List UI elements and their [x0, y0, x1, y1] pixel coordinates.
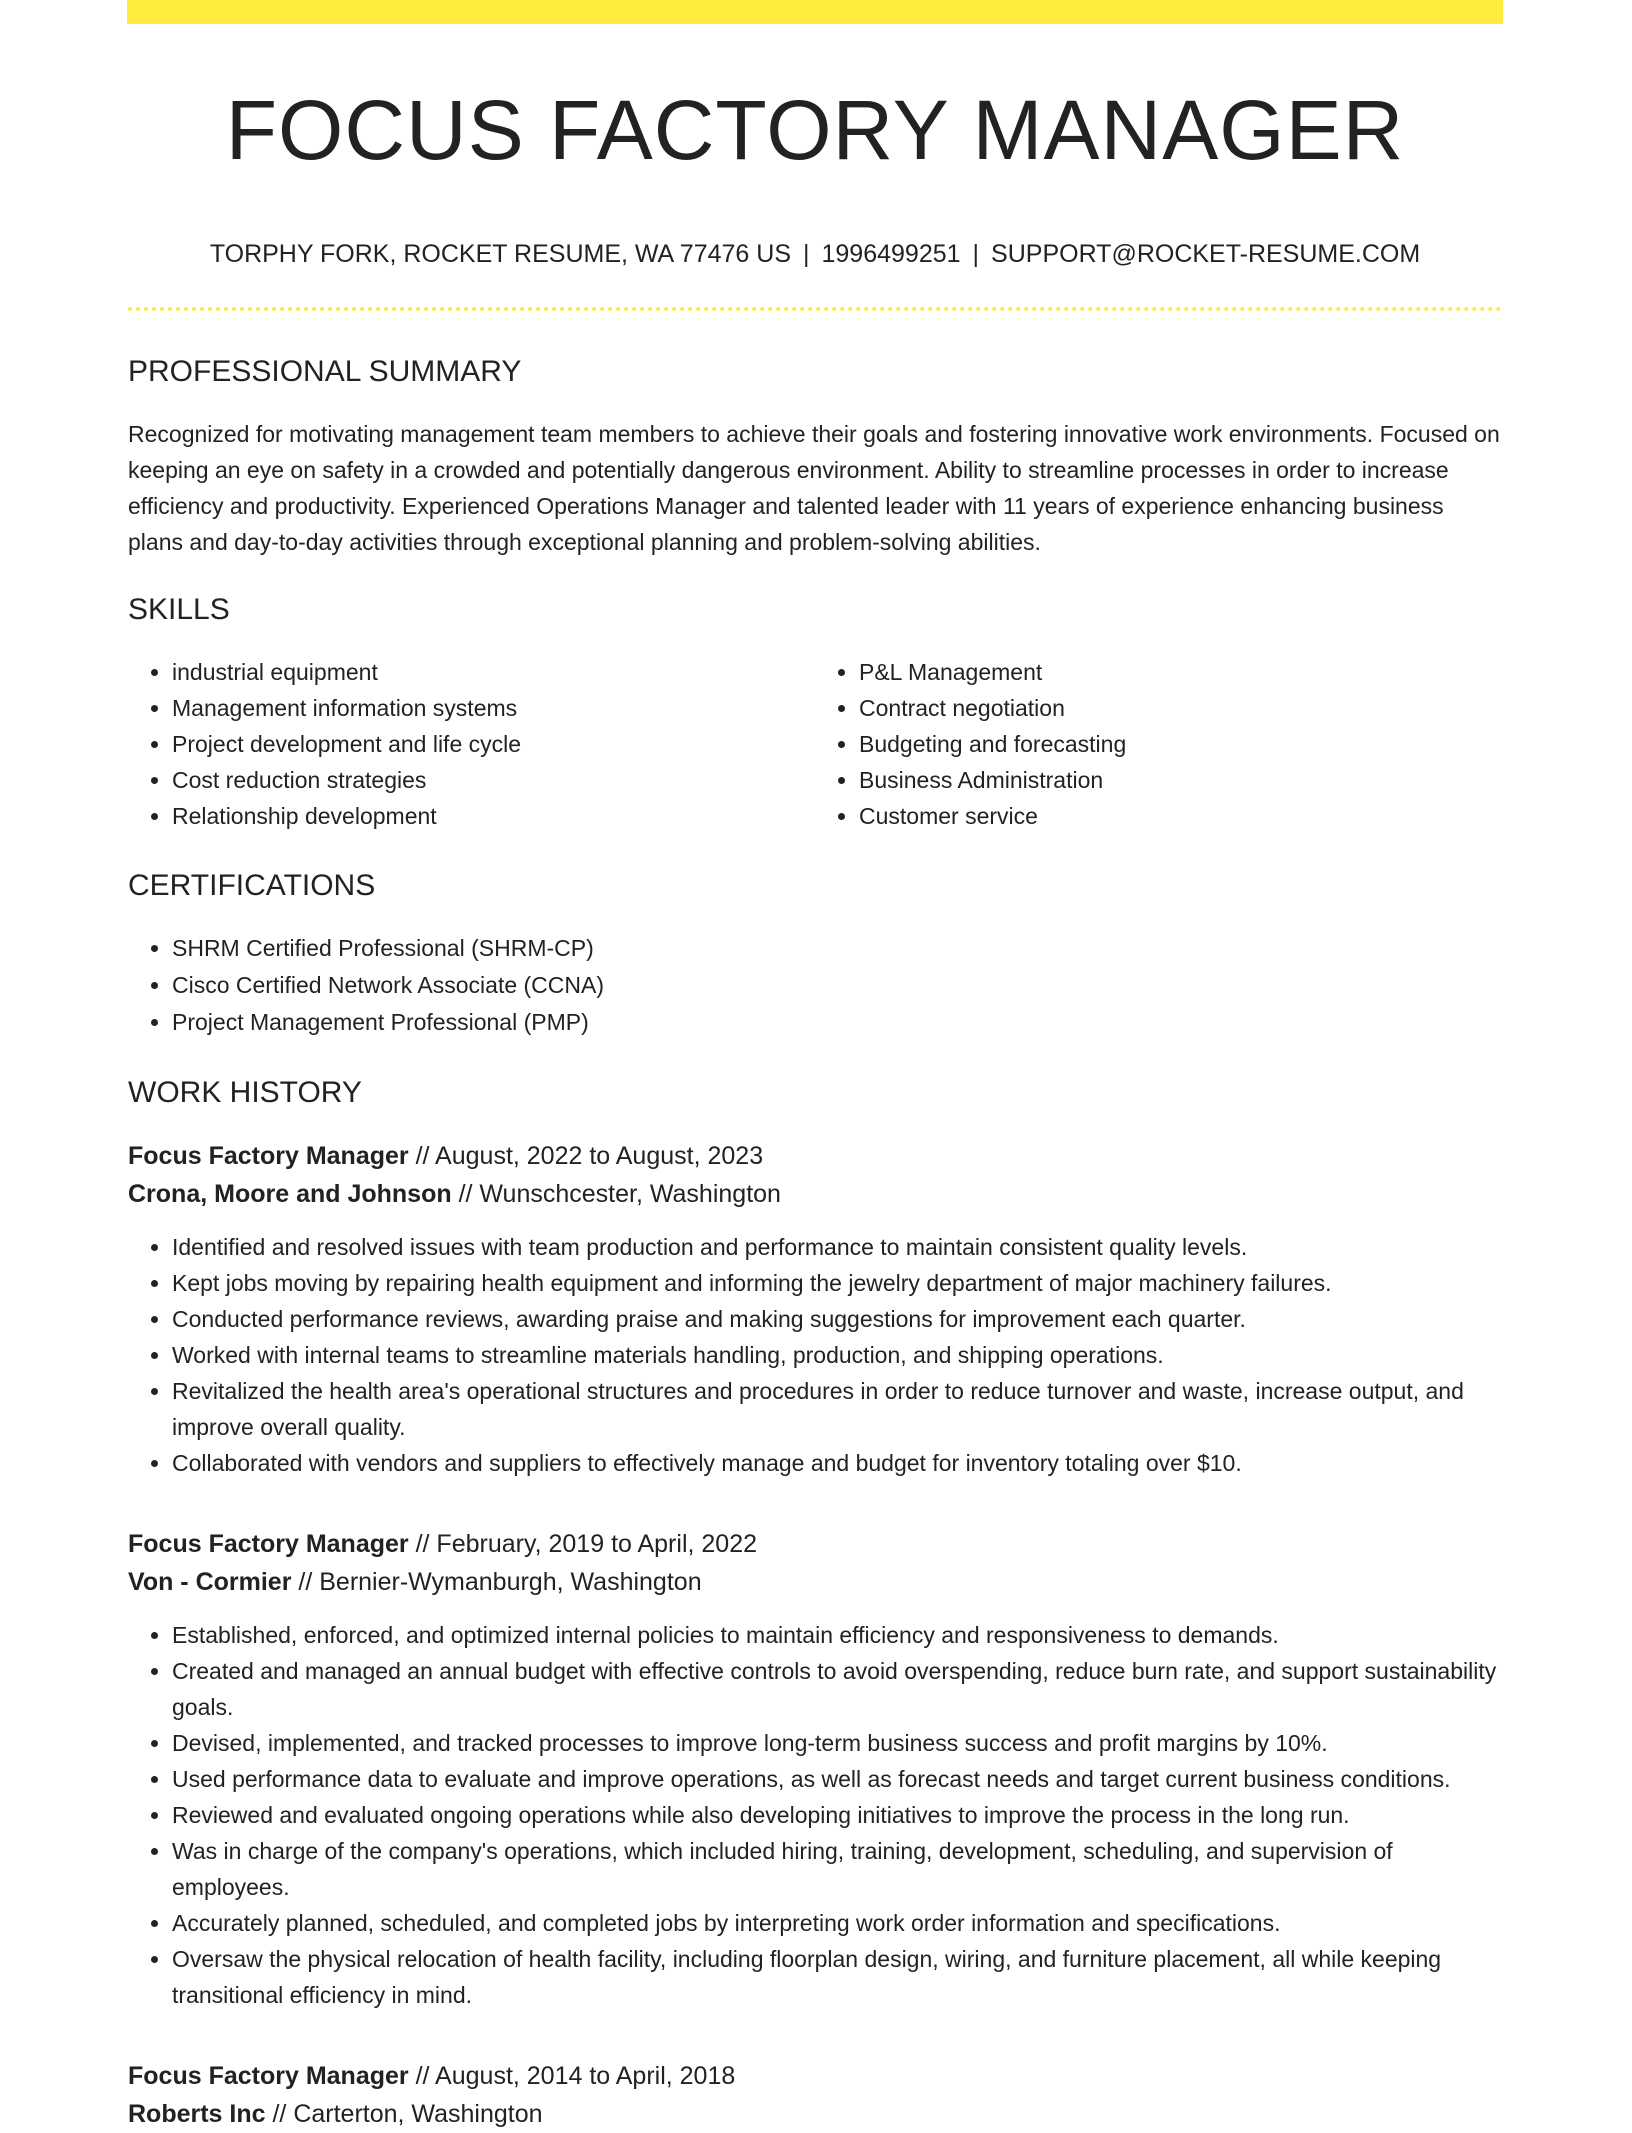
certification-item: • Project Management Professional (PMP) — [172, 1004, 1502, 1041]
certification-item: • SHRM Certified Professional (SHRM-CP) — [172, 930, 1502, 967]
skill-item: • Project development and life cycle — [172, 726, 815, 762]
work-history-heading: WORK HISTORY — [128, 1076, 362, 1109]
contact-separator: | — [803, 240, 810, 268]
certification-item: • Cisco Certified Network Associate (CCNA) — [172, 967, 1502, 1004]
job-bullet: • Created and managed an annual budget with effective controls to avoid overspending, reduce burn rate, and support sustainability goals. — [172, 1653, 1502, 1725]
job-location: // Wunschcester, Washington — [458, 1180, 781, 1208]
job-dates: // August, 2014 to April, 2018 — [415, 2062, 736, 2090]
skill-item: • Cost reduction strategies — [172, 762, 815, 798]
job-dates: // February, 2019 to April, 2022 — [415, 1530, 757, 1558]
skill-item: • Business Administration — [859, 762, 1502, 798]
certifications-list — [128, 930, 1502, 1041]
contact-separator: | — [972, 240, 980, 268]
skill-item: • Budgeting and forecasting — [859, 726, 1502, 762]
job-bullet: • Devised, implemented, and tracked processes to improve long-term business success and profit margins by 10%. — [172, 1725, 1502, 1761]
job-title: Focus Factory Manager — [128, 2062, 409, 2090]
job-entry — [128, 1525, 1502, 2013]
job-title-line — [128, 2057, 1502, 2095]
skill-item: • P&L Management — [859, 654, 1502, 690]
job-location: // Carterton, Washington — [272, 2100, 543, 2128]
skill-item: • Relationship development — [172, 798, 815, 834]
job-company-line — [128, 1175, 1502, 1213]
job-dates: // August, 2022 to August, 2023 — [415, 1142, 764, 1170]
job-title: Focus Factory Manager — [128, 1530, 409, 1558]
summary-text: Recognized for motivating management team members to achieve their goals and fostering innovative work environments. Focused on keeping an eye on safety in a crowded and potentially dangerous environment. Ability to streamline processes in order to increase efficiency and productivity. Experienced Operations Manager and talented leader with 11 years of experience enhancing business plans and day-to-day activities through exceptional planning and problem-solving abilities. — [128, 421, 1500, 555]
skills-list-right — [815, 654, 1502, 834]
job-bullet: • Collaborated with vendors and suppliers to effectively manage and budget for inventory totaling over $10. — [172, 1445, 1502, 1481]
job-location: // Bernier-Wymanburgh, Washington — [298, 1568, 702, 1596]
job-bullet: • Worked with internal teams to streamline materials handling, production, and shipping operations. — [172, 1337, 1502, 1373]
skills-heading: SKILLS — [128, 593, 230, 626]
job-bullet: • Was in charge of the company's operations, which included hiring, training, development, scheduling, and supervision of employees. — [172, 1833, 1502, 1905]
job-bullet: • Oversaw the physical relocation of health facility, including floorplan design, wiring, and furniture placement, all while keeping transitional efficiency in mind. — [172, 1941, 1502, 2013]
job-bullet: • Used performance data to evaluate and improve operations, as well as forecast needs and target current business conditions. — [172, 1761, 1502, 1797]
certifications-heading: CERTIFICATIONS — [128, 869, 376, 902]
skills-columns — [128, 654, 1502, 834]
job-bullet: • Kept jobs moving by repairing health equipment and informing the jewelry department of major machinery failures. — [172, 1265, 1502, 1301]
job-company: Roberts Inc — [128, 2100, 266, 2128]
skill-item: • Management information systems — [172, 690, 815, 726]
skills-section — [128, 588, 1502, 834]
job-title-line — [128, 1137, 1502, 1175]
job-company: Von - Cormier — [128, 1568, 292, 1596]
resume-body — [128, 350, 1502, 2133]
job-bullet: • Accurately planned, scheduled, and completed jobs by interpreting work order information and specifications. — [172, 1905, 1502, 1941]
job-bullet: • Identified and resolved issues with team production and performance to maintain consistent quality levels. — [172, 1229, 1502, 1265]
skill-item: • industrial equipment — [172, 654, 815, 690]
job-bullet: • Reviewed and evaluated ongoing operations while also developing initiatives to improve the process in the long run. — [172, 1797, 1502, 1833]
work-history-section — [128, 1071, 1502, 2133]
summary-heading: PROFESSIONAL SUMMARY — [128, 355, 522, 388]
job-company-line — [128, 1563, 1502, 1601]
job-company-line — [128, 2095, 1502, 2133]
job-title: Focus Factory Manager — [128, 1142, 409, 1170]
job-bullet: • Conducted performance reviews, awarding praise and making suggestions for improvement each quarter. — [172, 1301, 1502, 1337]
job-entry — [128, 2057, 1502, 2133]
accent-top-bar — [127, 0, 1503, 24]
skill-item: • Customer service — [859, 798, 1502, 834]
summary-section — [128, 350, 1502, 560]
job-bullet: • Established, enforced, and optimized internal policies to maintain efficiency and responsiveness to demands. — [172, 1617, 1502, 1653]
skill-item: • Contract negotiation — [859, 690, 1502, 726]
job-title-line — [128, 1525, 1502, 1563]
dotted-divider — [128, 307, 1502, 311]
resume-title: FOCUS FACTORY MANAGER — [225, 83, 1405, 177]
skills-list-left — [128, 654, 815, 834]
contact-address: TORPHY FORK, ROCKET RESUME, WA 77476 US — [209, 240, 791, 268]
contact-email: SUPPORT@ROCKET-RESUME.COM — [991, 240, 1421, 268]
contact-line — [128, 236, 1502, 272]
job-entry — [128, 1137, 1502, 1481]
certifications-section — [128, 864, 1502, 1041]
job-bullet-list — [128, 1229, 1502, 1481]
contact-phone: 1996499251 — [821, 240, 961, 268]
job-company: Crona, Moore and Johnson — [128, 1180, 452, 1208]
job-bullet: • Revitalized the health area's operational structures and procedures in order to reduce turnover and waste, increase output, and improve overall quality. — [172, 1373, 1502, 1445]
job-bullet-list — [128, 1617, 1502, 2013]
